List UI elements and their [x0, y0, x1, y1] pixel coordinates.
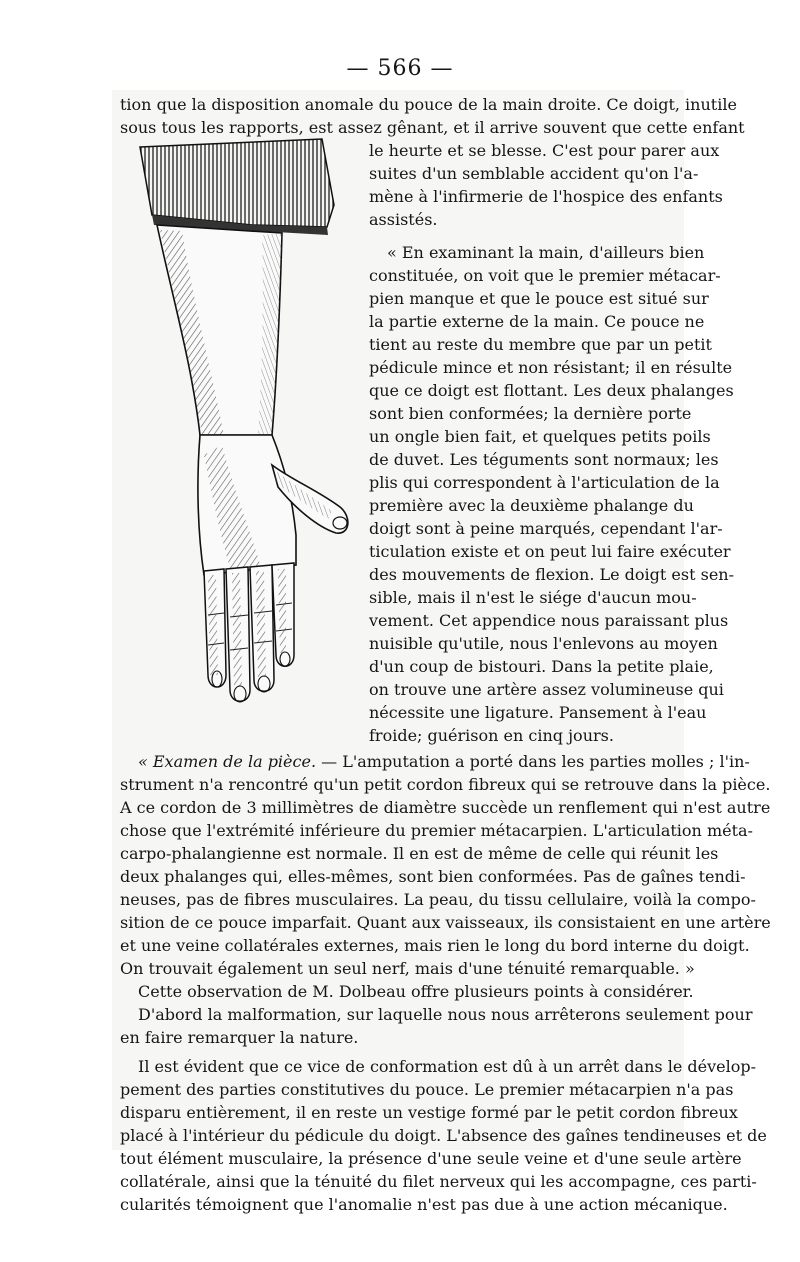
text-line: assistés. — [369, 210, 438, 229]
page-number: — 566 — — [346, 56, 454, 81]
text-line: constituée, on voit que le premier métacar- — [369, 266, 721, 285]
section-label: « Examen de la pièce. — [138, 752, 317, 771]
text-line: A ce cordon de 3 millimètres de diamètre succède un renflement qui n'est autre — [120, 798, 771, 817]
text-line: sible, mais il n'est le siége d'aucun mou- — [369, 588, 697, 607]
text-line: carpo-phalangienne est normale. Il en est de même de celle qui réunit les — [120, 844, 719, 863]
text-line: Cette observation de M. Dolbeau offre plusieurs points à considérer. — [138, 982, 694, 1001]
text-line: on trouve une artère assez volumineuse qui — [369, 680, 724, 699]
text-line: un ongle bien fait, et quelques petits poils — [369, 427, 711, 446]
text-line: que ce doigt est flottant. Les deux phalanges — [369, 381, 734, 400]
text-line: suites d'un semblable accident qu'on l'a- — [369, 164, 699, 183]
text-line: « En examinant la main, d'ailleurs bien — [387, 243, 705, 262]
text-line: froide; guérison en cinq jours. — [369, 726, 614, 745]
text-line: première avec la deuxième phalange du — [369, 496, 694, 515]
text-line: On trouvait également un seul nerf, mais d'une ténuité remarquable. » — [120, 959, 695, 978]
text-line: pédicule mince et non résistant; il en résulte — [369, 358, 733, 377]
text-line: pement des parties constitutives du pouce. Le premier métacarpien n'a pas — [120, 1080, 734, 1099]
text-line: sont bien conformées; la dernière porte — [369, 404, 692, 423]
text-line: d'un coup de bistouri. Dans la petite plaie, — [369, 657, 714, 676]
text-line: deux phalanges qui, elles-mêmes, sont bien conformées. Pas de gaînes tendi- — [120, 867, 746, 886]
text-line: nuisible qu'utile, nous l'enlevons au moyen — [369, 634, 718, 653]
text-line: tout élément musculaire, la présence d'une seule veine et d'une seule artère — [120, 1149, 742, 1168]
text-line: et une veine collatérales externes, mais rien le long du bord interne du doigt. — [120, 936, 750, 955]
text-line: tient au reste du membre que par un petit — [369, 335, 712, 354]
text-line: plis qui correspondent à l'articulation de la — [369, 473, 720, 492]
text-line: le heurte et se blesse. C'est pour parer aux — [369, 141, 720, 160]
text-fragment: — L'amputation a porté dans les parties molles ; l'in- — [316, 752, 750, 771]
text-line: pien manque et que le pouce est situé sur — [369, 289, 709, 308]
text-line: sition de ce pouce imparfait. Quant aux vaisseaux, ils consistaient en une artère — [120, 913, 771, 932]
text-line: vement. Cet appendice nous paraissant plus — [369, 611, 729, 630]
text-line: cularités témoignent que l'anomalie n'est pas due à une action mécanique. — [120, 1195, 728, 1214]
text-line: Il est évident que ce vice de conformation est dû à un arrêt dans le dévelop- — [138, 1057, 756, 1076]
text-line: D'abord la malformation, sur laquelle nous nous arrêterons seulement pour — [138, 1005, 753, 1024]
text-line: ticulation existe et on peut lui faire exécuter — [369, 542, 731, 561]
text-line: chose que l'extrémité inférieure du premier métacarpien. L'articulation méta- — [120, 821, 753, 840]
text-line: tion que la disposition anomale du pouce de la main droite. Ce doigt, inutile — [120, 95, 737, 114]
text-line: disparu entièrement, il en reste un vestige formé par le petit cordon fibreux — [120, 1103, 738, 1122]
text-line: placé à l'intérieur du pédicule du doigt. L'absence des gaînes tendineuses et de — [120, 1126, 767, 1145]
text-line: nécessite une ligature. Pansement à l'eau — [369, 703, 707, 722]
text-line: doigt sont à peine marqués, cependant l'ar- — [369, 519, 723, 538]
text-line: la partie externe de la main. Ce pouce ne — [369, 312, 705, 331]
text-line: strument n'a rencontré qu'un petit cordon fibreux qui se retrouve dans la pièce. — [120, 775, 771, 794]
text-line: neuses, pas de fibres musculaires. La peau, du tissu cellulaire, voilà la compo- — [120, 890, 756, 909]
text-line: collatérale, ainsi que la ténuité du filet nerveux qui les accompagne, ces parti- — [120, 1172, 757, 1191]
text-line: sous tous les rapports, est assez gênant, et il arrive souvent que cette enfant — [120, 118, 745, 137]
text-line: en faire remarquer la nature. — [120, 1028, 359, 1047]
text-line-examen — [120, 752, 750, 772]
text-line: mène à l'infirmerie de l'hospice des enfants — [369, 187, 723, 206]
text-line: de duvet. Les téguments sont normaux; les — [369, 450, 719, 469]
text-line: des mouvements de flexion. Le doigt est sen- — [369, 565, 734, 584]
